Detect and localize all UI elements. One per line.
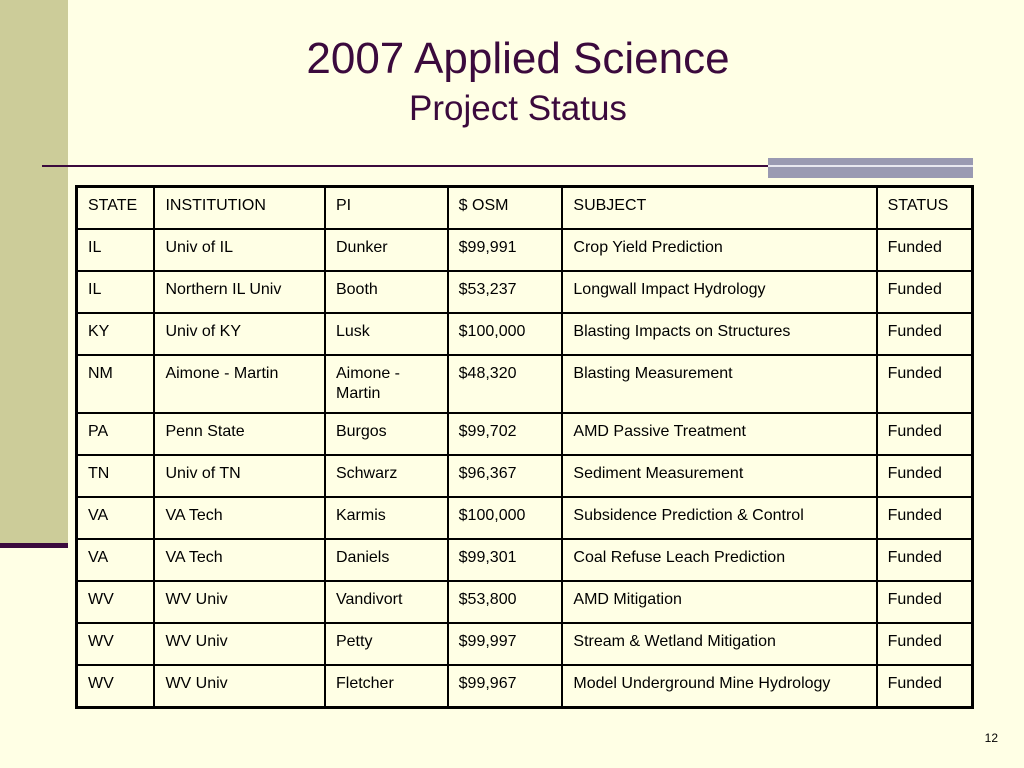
cell-osm: $53,800 (448, 581, 563, 623)
cell-state: IL (77, 271, 155, 313)
cell-pi: Booth (325, 271, 448, 313)
cell-institution: WV Univ (154, 623, 325, 665)
cell-osm: $48,320 (448, 355, 563, 413)
table-row (77, 271, 973, 313)
slide-title (68, 30, 968, 130)
header-pi: PI (325, 187, 448, 230)
cell-status: Funded (877, 313, 973, 355)
cell-institution: WV Univ (154, 581, 325, 623)
cell-status: Funded (877, 229, 973, 271)
cell-pi: Lusk (325, 313, 448, 355)
cell-osm: $99,997 (448, 623, 563, 665)
header-institution: INSTITUTION (154, 187, 325, 230)
cell-status: Funded (877, 497, 973, 539)
cell-pi: Fletcher (325, 665, 448, 708)
title-subtitle: Project Status (409, 89, 627, 128)
table-row (77, 623, 973, 665)
cell-state: IL (77, 229, 155, 271)
cell-state: VA (77, 539, 155, 581)
cell-status: Funded (877, 271, 973, 313)
table-row (77, 497, 973, 539)
cell-state: KY (77, 313, 155, 355)
cell-pi: Burgos (325, 413, 448, 455)
cell-institution: VA Tech (154, 497, 325, 539)
cell-osm: $99,702 (448, 413, 563, 455)
cell-state: WV (77, 665, 155, 708)
header-state: STATE (77, 187, 155, 230)
header-osm: $ OSM (448, 187, 563, 230)
table-row (77, 665, 973, 708)
title-main: 2007 Applied Science (306, 34, 730, 83)
cell-subject: Blasting Impacts on Structures (562, 313, 876, 355)
left-decorative-line (0, 543, 68, 548)
table-row (77, 313, 973, 355)
cell-pi: Schwarz (325, 455, 448, 497)
cell-subject: Stream & Wetland Mitigation (562, 623, 876, 665)
cell-institution: VA Tech (154, 539, 325, 581)
cell-status: Funded (877, 665, 973, 708)
cell-pi: Petty (325, 623, 448, 665)
cell-status: Funded (877, 539, 973, 581)
cell-state: TN (77, 455, 155, 497)
cell-subject: AMD Mitigation (562, 581, 876, 623)
cell-subject: Blasting Measurement (562, 355, 876, 413)
cell-pi: Karmis (325, 497, 448, 539)
project-status-table (75, 185, 974, 709)
cell-osm: $53,237 (448, 271, 563, 313)
divider-accent-highlight (768, 165, 973, 167)
cell-institution: Aimone - Martin (154, 355, 325, 413)
left-decorative-bar (0, 0, 68, 543)
cell-institution: Northern IL Univ (154, 271, 325, 313)
table-row (77, 229, 973, 271)
cell-status: Funded (877, 355, 973, 413)
cell-institution: Penn State (154, 413, 325, 455)
page-number: 12 (984, 731, 998, 745)
cell-institution: WV Univ (154, 665, 325, 708)
cell-status: Funded (877, 581, 973, 623)
cell-subject: Crop Yield Prediction (562, 229, 876, 271)
cell-state: VA (77, 497, 155, 539)
cell-institution: Univ of KY (154, 313, 325, 355)
divider-accent-block (768, 158, 973, 178)
table-row (77, 413, 973, 455)
cell-osm: $99,991 (448, 229, 563, 271)
cell-institution: Univ of IL (154, 229, 325, 271)
cell-subject: AMD Passive Treatment (562, 413, 876, 455)
cell-pi: Vandivort (325, 581, 448, 623)
cell-status: Funded (877, 455, 973, 497)
cell-osm: $100,000 (448, 313, 563, 355)
cell-state: NM (77, 355, 155, 413)
cell-state: WV (77, 581, 155, 623)
cell-pi: Aimone - Martin (325, 355, 448, 413)
table-header-row (77, 187, 973, 230)
cell-subject: Longwall Impact Hydrology (562, 271, 876, 313)
cell-state: WV (77, 623, 155, 665)
cell-pi: Daniels (325, 539, 448, 581)
cell-subject: Model Underground Mine Hydrology (562, 665, 876, 708)
cell-osm: $96,367 (448, 455, 563, 497)
cell-osm: $99,967 (448, 665, 563, 708)
cell-osm: $100,000 (448, 497, 563, 539)
table-row (77, 581, 973, 623)
cell-subject: Coal Refuse Leach Prediction (562, 539, 876, 581)
cell-institution: Univ of TN (154, 455, 325, 497)
header-subject: SUBJECT (562, 187, 876, 230)
cell-status: Funded (877, 413, 973, 455)
table-row (77, 539, 973, 581)
cell-subject: Subsidence Prediction & Control (562, 497, 876, 539)
cell-state: PA (77, 413, 155, 455)
table-row (77, 455, 973, 497)
header-status: STATUS (877, 187, 973, 230)
table-row (77, 355, 973, 413)
cell-osm: $99,301 (448, 539, 563, 581)
cell-status: Funded (877, 623, 973, 665)
cell-pi: Dunker (325, 229, 448, 271)
cell-subject: Sediment Measurement (562, 455, 876, 497)
